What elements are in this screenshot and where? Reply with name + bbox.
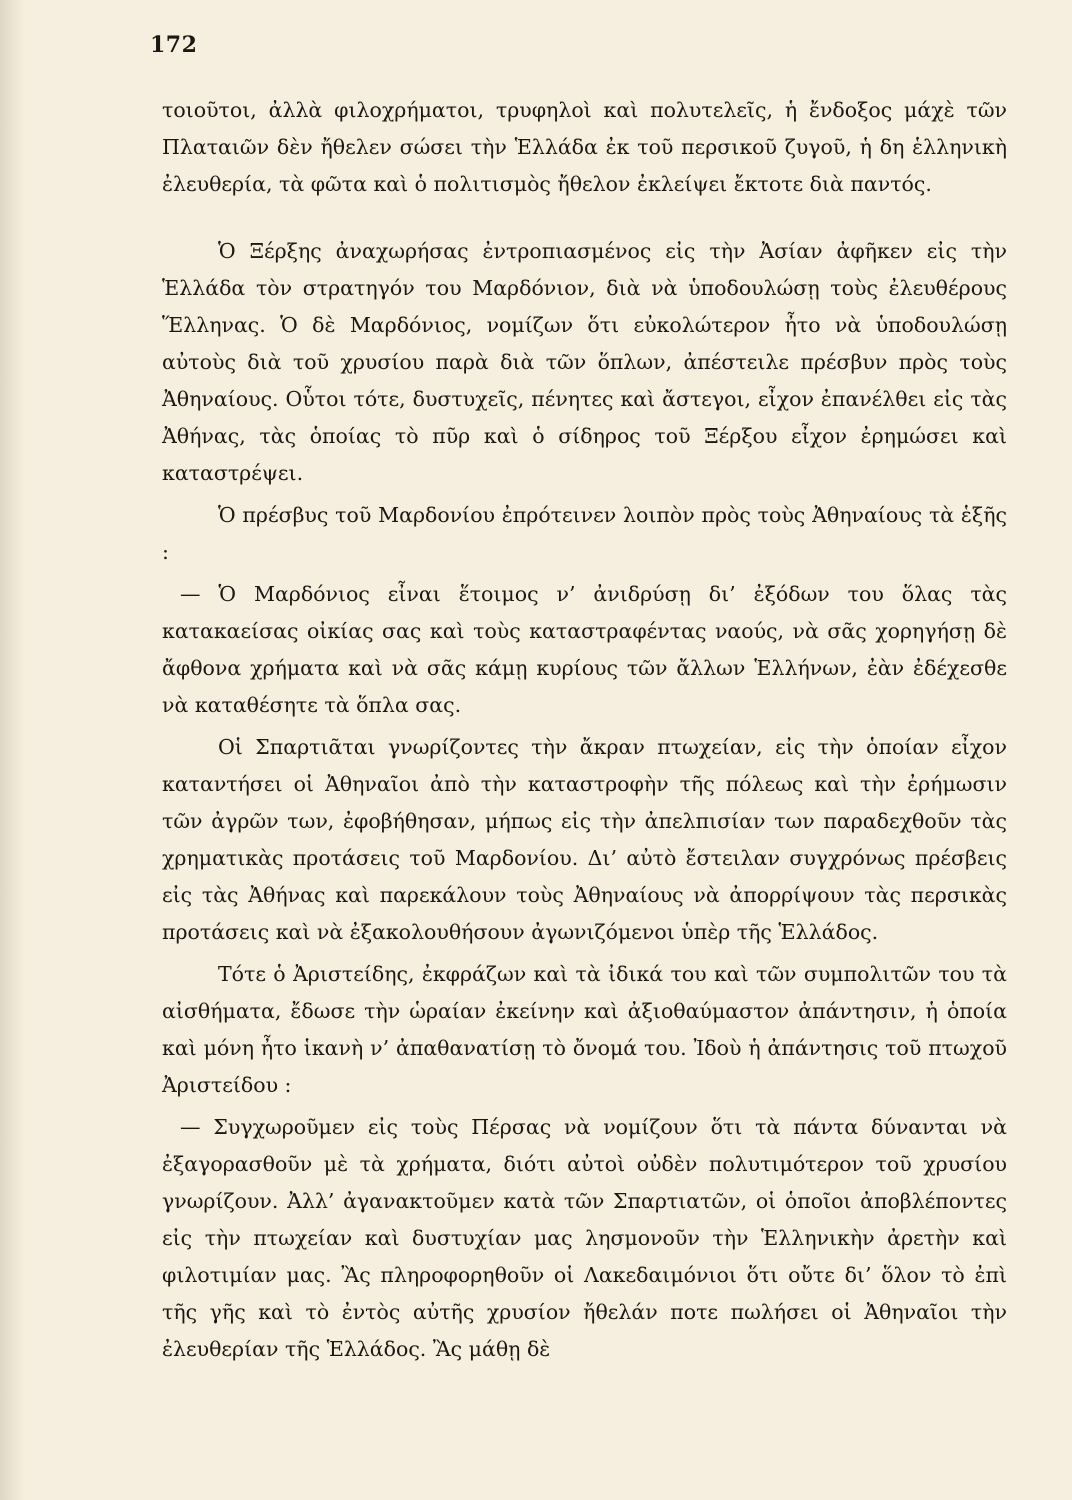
paragraph-7-dialog: — Συγχωροῦμεν εἰς τοὺς Πέρσας νὰ νομίζουν ὅτι τὰ πάντα δύνανται νὰ ἐξαγορασθοῦν μὲ τὰ χρήματα, διότι αὐτοὶ οὐδὲν πολυτιμότερον τοῦ χρυσίου γνωρίζουν. Ἀλλ’ ἀγανακτοῦμεν κατὰ τῶν Σπαρτιατῶν, οἱ ὁποῖοι ἀποβλέποντες εἰς τὴν πτωχείαν καὶ δυστυχίαν μας λησμονοῦν τὴν Ἑλληνικὴν ἀρετὴν καὶ φιλοτιμίαν μας. Ἂς πληροφορηθοῦν οἱ Λακεδαιμόνιοι ὅτι οὔτε δι’ ὅλον τὸ ἐπὶ τῆς γῆς καὶ τὸ ἐντὸς αὐτῆς χρυσίον ἤθελάν ποτε πωλήσει οἱ Ἀθηναῖοι τὴν ἐλευθερίαν τῆς Ἑλλάδος. Ἂς μάθῃ δὲ: [162, 1115, 1007, 1361]
paragraph-1: τοιοῦτοι, ἀλλὰ φιλοχρήματοι, τρυφηλοὶ καὶ πολυτελεῖς, ἡ ἔνδοξος μάχὲ τῶν Πλαταιῶν δὲν ἤθελεν σώσει τὴν Ἑλλάδα ἐκ τοῦ περσικοῦ ζυγοῦ, ἡ δη ἑλληνικὴ ἐλευθερία, τὰ φῶτα καὶ ὁ πολιτισμὸς ἤθελον ἐκλείψει ἔκτοτε διὰ παντός.: [162, 98, 1007, 196]
paragraph-3: Ὁ πρέσβυς τοῦ Μαρδονίου ἐπρότεινεν λοιπὸν πρὸς τοὺς Ἀθηναίους τὰ ἑξῆς :: [162, 503, 1007, 564]
binding-shadow: [0, 0, 24, 1500]
page-number: 172: [150, 32, 198, 58]
paragraph-2: Ὁ Ξέρξης ἀναχωρήσας ἐντροπιασμένος εἰς τὴν Ἀσίαν ἀφῆκεν εἰς τὴν Ἑλλάδα τὸν στρατηγόν του Μαρδόνιον, διὰ νὰ ὑποδουλώσῃ τοὺς ἐλευθέρους Ἕλληνας. Ὁ δὲ Μαρδόνιος, νομίζων ὅτι εὐκολώτερον ἦτο νὰ ὑποδουλώσῃ αὐτοὺς διὰ τοῦ χρυσίου παρὰ διὰ τῶν ὅπλων, ἀπέστειλε πρέσβυν πρὸς τοὺς Ἀθηναίους. Οὗτοι τότε, δυστυχεῖς, πένητες καὶ ἄστεγοι, εἶχον ἐπανέλθει εἰς τὰς Ἀθήνας, τὰς ὁποίας τὸ πῦρ καὶ ὁ σίδηρος τοῦ Ξέρξου εἶχον ἐρημώσει καὶ καταστρέψει.: [162, 239, 1007, 485]
paragraph-6: Τότε ὁ Ἀριστείδης, ἐκφράζων καὶ τὰ ἰδικά του καὶ τῶν συμπολιτῶν του τὰ αἰσθήματα, ἔδωσε τὴν ὡραίαν ἐκείνην καὶ ἀξιοθαύμαστον ἀπάντησιν, ἡ ὁποία καὶ μόνη ἦτο ἱκανὴ ν’ ἀπαθανατίσῃ τὸ ὄνομά του. Ἰδοὺ ἡ ἀπάντησις τοῦ πτωχοῦ Ἀριστείδου :: [162, 962, 1007, 1097]
paragraph-5: Οἱ Σπαρτιᾶται γνωρίζοντες τὴν ἄκραν πτωχείαν, εἰς τὴν ὁποίαν εἶχον καταντήσει οἱ Ἀθηναῖοι ἀπὸ τὴν καταστροφὴν τῆς πόλεως καὶ τὴν ἐρήμωσιν τῶν ἀγρῶν των, ἐφοβήθησαν, μήπως εἰς τὴν ἀπελπισίαν των παραδεχθοῦν τὰς χρηματικὰς προτάσεις τοῦ Μαρδονίου. Δι’ αὐτὸ ἔστειλαν συγχρόνως πρέσβεις εἰς τὰς Ἀθήνας καὶ παρεκάλουν τοὺς Ἀθηναίους νὰ ἀπορρίψουν τὰς περσικὰς προτάσεις καὶ νὰ ἐξακολουθήσουν ἀγωνιζόμενοι ὑπὲρ τῆς Ἑλλάδος.: [162, 735, 1007, 944]
paragraph-4-dialog: — Ὁ Μαρδόνιος εἶναι ἕτοιμος ν’ ἀνιδρύσῃ δι’ ἐξόδων του ὅλας τὰς κατακαείσας οἰκίας σας καὶ τοὺς καταστραφέντας ναούς, νὰ σᾶς χορηγήσῃ δὲ ἄφθονα χρήματα καὶ νὰ σᾶς κάμῃ κυρίους τῶν ἄλλων Ἑλλήνων, ἐὰν ἐδέχεσθε νὰ καταθέσητε τὰ ὅπλα σας.: [162, 582, 1007, 717]
body-text: [162, 92, 1007, 1368]
